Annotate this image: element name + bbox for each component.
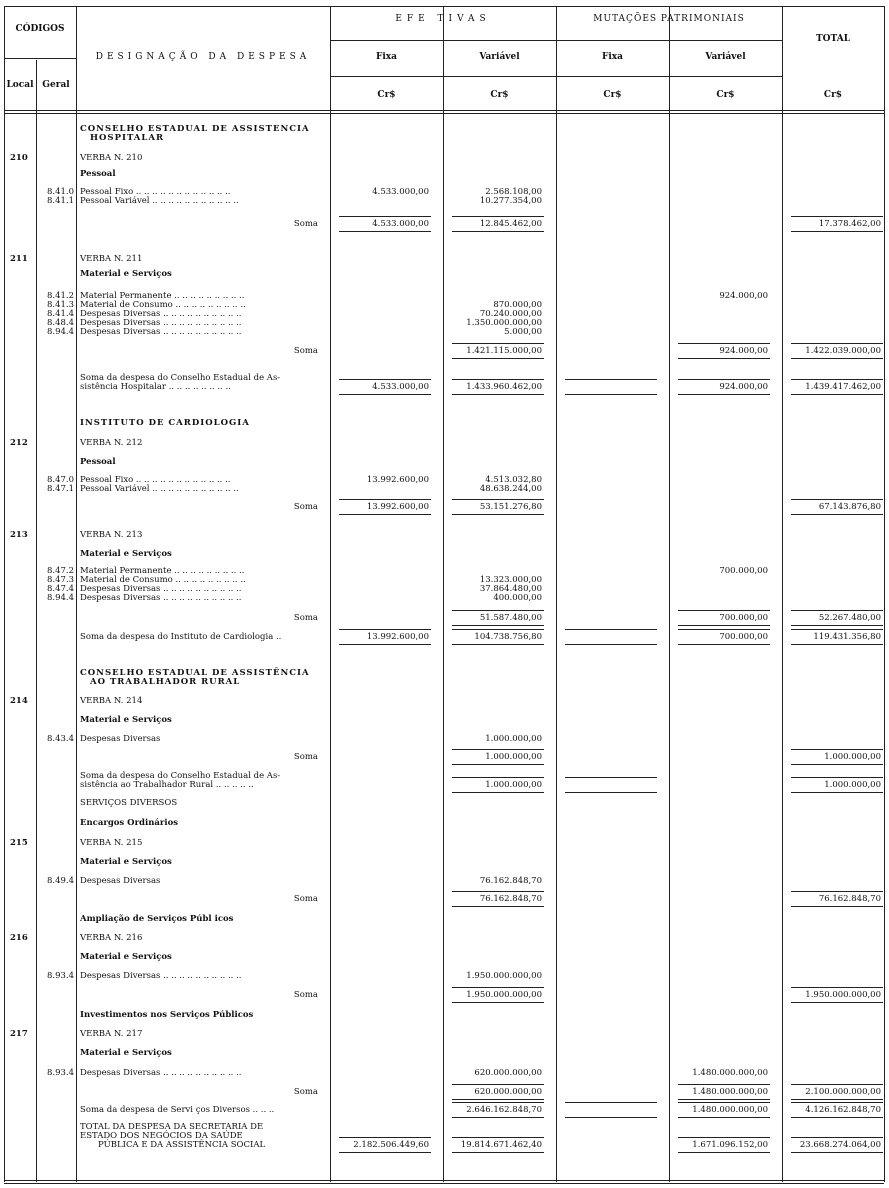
local-code: 212	[10, 438, 28, 448]
sum-rule	[791, 610, 883, 611]
row-description: Despesas Diversas	[80, 734, 161, 744]
col-rule-9	[884, 6, 885, 1182]
sum-rule	[452, 1152, 544, 1153]
row-description: Material de Consumo .. .. .. .. .. .. .. .. ..	[80, 575, 246, 585]
sum-rule	[791, 358, 883, 359]
row-description: Material e Serviços	[80, 549, 172, 559]
sum-rule	[791, 1102, 883, 1103]
col-rule-8	[782, 6, 783, 1182]
amount-mvar: 700.000,00	[719, 632, 768, 642]
sum-rule	[339, 514, 431, 515]
sum-rule	[565, 629, 657, 630]
sum-rule	[791, 343, 883, 344]
sum-rule	[791, 514, 883, 515]
row-description: Material e Serviços	[80, 952, 172, 962]
amount-total: 1.000.000,00	[824, 752, 881, 762]
sum-rule	[339, 379, 431, 380]
geral-code: 8.94.4	[46, 593, 74, 603]
header-fixa-2: Fixa	[601, 52, 623, 62]
amount-total: 2.100.000.000,00	[805, 1087, 881, 1097]
header-variavel-1: Variável	[479, 52, 520, 62]
sum-rule	[452, 231, 544, 232]
header-currency-1: Cr$	[377, 90, 396, 100]
amount-fixa: 2.182.506.449,60	[353, 1140, 429, 1150]
sum-rule	[452, 749, 544, 750]
sum-rule	[452, 891, 544, 892]
amount-var: 13.323.000,00	[479, 575, 542, 585]
geral-code: 8.41.1	[46, 196, 74, 206]
amount-var: 19.814.671.462,40	[460, 1140, 542, 1150]
amount-mvar: 924.000,00	[719, 346, 768, 356]
local-code: 214	[10, 696, 28, 706]
amount-var: 76.162.848,70	[479, 876, 542, 886]
sum-rule	[678, 1117, 770, 1118]
row-description-line-2: sistência ao Trabalhador Rural .. .. .. .. ..	[80, 780, 254, 790]
row-description: Soma da despesa do Conselho Estadual de As-	[80, 373, 281, 383]
row-description: CONSELHO ESTADUAL DE ASSISTÊNCIA	[80, 668, 310, 678]
geral-code: 8.41.3	[46, 300, 74, 310]
geral-code: 8.43.4	[46, 734, 74, 744]
sum-rule	[452, 1084, 544, 1085]
amount-total: 1.422.039.000,00	[805, 346, 881, 356]
header-group-rule	[330, 40, 782, 41]
col-rule-1	[4, 6, 5, 1182]
row-description: Material Permanente .. .. .. .. .. .. .. .. ..	[80, 566, 245, 576]
sum-rule	[339, 216, 431, 217]
amount-var: 2.568.108,00	[485, 187, 542, 197]
row-description: Despesas Diversas .. .. .. .. .. .. .. .. .. ..	[80, 593, 242, 603]
row-description: VERBA N. 217	[80, 1029, 143, 1039]
header-local: Local	[6, 80, 34, 90]
amount-mvar: 700.000,00	[719, 613, 768, 623]
row-description-line-3: PÚBLICA E DA ASSISTÊNCIA SOCIAL	[98, 1140, 266, 1150]
amount-var: 10.277.354,00	[479, 196, 542, 206]
sum-rule	[678, 358, 770, 359]
amount-var: 1.421.115.000,00	[466, 346, 542, 356]
row-description: Despesas Diversas .. .. .. .. .. .. .. .. .. ..	[80, 309, 242, 319]
sum-rule	[452, 906, 544, 907]
amount-total: 17.378.462,00	[818, 219, 881, 229]
amount-var: 4.513.032,80	[485, 475, 542, 485]
amount-var: 37.864.480,00	[479, 584, 542, 594]
row-description: Pessoal Fixo .. .. .. .. .. .. .. .. .. .. .. ..	[80, 475, 231, 485]
row-description: SERVIÇOS DIVERSOS	[80, 798, 178, 808]
sum-rule	[791, 394, 883, 395]
sum-rule	[791, 777, 883, 778]
row-description: Despesas Diversas .. .. .. .. .. .. .. .. .. ..	[80, 327, 242, 337]
row-description: Soma da despesa do Instituto de Cardiologia ..	[80, 632, 282, 642]
sum-rule	[791, 1152, 883, 1153]
sum-rule	[452, 1002, 544, 1003]
sum-rule	[452, 764, 544, 765]
sum-rule	[791, 1117, 883, 1118]
row-description: Soma da despesa de Servi ços Diversos .. .. ..	[80, 1105, 275, 1115]
row-description: VERBA N. 210	[80, 153, 143, 163]
page-bottom-rule	[4, 1180, 884, 1184]
amount-fixa: 13.992.600,00	[366, 502, 429, 512]
amount-total: 1.000.000,00	[824, 780, 881, 790]
sum-rule	[565, 792, 657, 793]
header-currency-3: Cr$	[603, 90, 622, 100]
sum-rule	[565, 777, 657, 778]
amount-mvar: 1.480.000.000,00	[692, 1087, 768, 1097]
row-description: Material e Serviços	[80, 1048, 172, 1058]
sum-rule	[339, 1137, 431, 1138]
amount-mvar: 1.671.096.152,00	[692, 1140, 768, 1150]
col-rule-3	[76, 6, 77, 1182]
amount-fixa: 4.533.000,00	[372, 382, 429, 392]
header-mutacoes: MUTAÇÕES PATRIMONIAIS	[593, 14, 745, 24]
col-rule-6	[556, 6, 557, 1182]
sum-rule	[678, 1099, 770, 1100]
amount-var: 870.000,00	[493, 300, 542, 310]
sum-rule	[339, 629, 431, 630]
amount-var: 12.845.462,00	[479, 219, 542, 229]
col-rule-7	[669, 6, 670, 1182]
row-description: Pessoal Fixo .. .. .. .. .. .. .. .. .. .. .. ..	[80, 187, 231, 197]
sum-rule	[791, 629, 883, 630]
row-description: Material e Serviços	[80, 715, 172, 725]
row-description: Despesas Diversas .. .. .. .. .. .. .. .. .. ..	[80, 1068, 242, 1078]
geral-code: 8.93.4	[46, 1068, 74, 1078]
sum-rule	[452, 1117, 544, 1118]
sum-rule	[678, 1084, 770, 1085]
sum-rule	[791, 379, 883, 380]
amount-total: 76.162.848,70	[818, 894, 881, 904]
amount-total: 67.143.876,80	[818, 502, 881, 512]
sum-rule	[791, 499, 883, 500]
row-description: Pessoal Variável .. .. .. .. .. .. .. .. .. .. ..	[80, 484, 239, 494]
geral-code: 8.47.2	[46, 566, 74, 576]
sum-rule	[452, 610, 544, 611]
sum-rule	[452, 379, 544, 380]
sum-rule	[791, 1137, 883, 1138]
row-description: Pessoal	[80, 457, 116, 467]
geral-code: 8.93.4	[46, 971, 74, 981]
header-total: TOTAL	[815, 34, 851, 44]
local-code: 211	[10, 254, 28, 264]
row-description: Despesas Diversas .. .. .. .. .. .. .. .. .. ..	[80, 584, 242, 594]
row-description: TOTAL DA DESPESA DA SECRETARIA DE	[80, 1122, 264, 1132]
amount-mvar: 1.480.000.000,00	[692, 1105, 768, 1115]
amount-fixa: 4.533.000,00	[372, 219, 429, 229]
row-description: VERBA N. 213	[80, 530, 143, 540]
row-description: VERBA N. 212	[80, 438, 143, 448]
sum-rule	[791, 1002, 883, 1003]
sum-rule	[678, 1152, 770, 1153]
amount-total: 1.439.417.462,00	[805, 382, 881, 392]
geral-code: 8.94.4	[46, 327, 74, 337]
amount-total: 119.431.356,80	[813, 632, 881, 642]
sum-rule	[452, 629, 544, 630]
sum-rule	[452, 514, 544, 515]
sum-rule	[452, 1099, 544, 1100]
amount-var: 1.000.000,00	[485, 752, 542, 762]
header-designacao: DESIGNAÇÃO DA DESPESA	[95, 52, 311, 62]
local-code: 216	[10, 933, 28, 943]
geral-code: 8.47.3	[46, 575, 74, 585]
header-top-rule	[4, 6, 884, 7]
sum-rule	[452, 987, 544, 988]
sum-rule	[339, 1152, 431, 1153]
row-description: Pessoal Variável .. .. .. .. .. .. .. .. .. .. ..	[80, 196, 239, 206]
sum-rule	[791, 625, 883, 626]
sum-rule	[565, 1117, 657, 1118]
amount-var: 104.738.756,80	[474, 632, 542, 642]
row-description: Soma	[293, 219, 318, 229]
row-description: VERBA N. 216	[80, 933, 143, 943]
row-description: Soma	[293, 1087, 318, 1097]
row-description: Soma	[293, 613, 318, 623]
geral-code: 8.41.0	[46, 187, 74, 197]
amount-mvar: 1.480.000.000,00	[692, 1068, 768, 1078]
sum-rule	[565, 1102, 657, 1103]
sum-rule	[565, 394, 657, 395]
row-description: Material e Serviços	[80, 269, 172, 279]
row-description: Despesas Diversas	[80, 876, 161, 886]
local-code: 213	[10, 530, 28, 540]
sum-rule	[339, 231, 431, 232]
row-description: VERBA N. 211	[80, 254, 143, 264]
amount-var: 76.162.848,70	[479, 894, 542, 904]
sum-rule	[678, 625, 770, 626]
row-description: Encargos Ordinários	[80, 818, 179, 828]
amount-var: 1.000.000,00	[485, 780, 542, 790]
amount-mvar: 700.000,00	[719, 566, 768, 576]
sum-rule	[791, 987, 883, 988]
row-description: Investimentos nos Serviços Públicos	[80, 1010, 254, 1020]
local-code: 215	[10, 838, 28, 848]
sum-rule	[678, 1102, 770, 1103]
col-rule-4	[330, 6, 331, 1182]
amount-var: 620.000.000,00	[474, 1068, 542, 1078]
sum-rule	[678, 343, 770, 344]
geral-code: 8.47.4	[46, 584, 74, 594]
amount-mvar: 924.000,00	[719, 382, 768, 392]
header-currency-5: Cr$	[823, 90, 843, 100]
amount-var: 53.151.276,80	[479, 502, 542, 512]
row-description: CONSELHO ESTADUAL DE ASSISTENCIA	[80, 124, 310, 134]
sum-rule	[678, 610, 770, 611]
row-description: Pessoal	[80, 169, 116, 179]
row-description: Despesas Diversas .. .. .. .. .. .. .. .. .. ..	[80, 971, 242, 981]
sum-rule	[791, 749, 883, 750]
amount-fixa: 4.533.000,00	[372, 187, 429, 197]
amount-total: 1.950.000.000,00	[805, 990, 881, 1000]
sum-rule	[452, 499, 544, 500]
sum-rule	[791, 231, 883, 232]
sum-rule	[791, 1099, 883, 1100]
sum-rule	[339, 499, 431, 500]
sum-rule	[678, 1137, 770, 1138]
sum-rule	[791, 792, 883, 793]
amount-var: 1.950.000.000,00	[466, 990, 542, 1000]
sum-rule	[565, 644, 657, 645]
sum-rule	[452, 1137, 544, 1138]
sum-rule	[452, 792, 544, 793]
amount-var: 1.000.000,00	[485, 734, 542, 744]
geral-code: 8.48.4	[46, 318, 74, 328]
sum-rule	[452, 216, 544, 217]
sum-rule	[452, 358, 544, 359]
amount-var: 1.950.000.000,00	[466, 971, 542, 981]
geral-code: 8.41.4	[46, 309, 74, 319]
header-codes-rule	[4, 58, 76, 59]
sum-rule	[452, 644, 544, 645]
local-code: 210	[10, 153, 28, 163]
header-codigos: CÓDIGOS	[15, 24, 65, 34]
sum-rule	[678, 629, 770, 630]
amount-var: 48.638.244,00	[479, 484, 542, 494]
amount-var: 2.646.162.848,70	[466, 1105, 542, 1115]
row-description: Material Permanente .. .. .. .. .. .. .. .. ..	[80, 291, 245, 301]
amount-fixa: 13.992.600,00	[366, 475, 429, 485]
row-description: Soma	[293, 502, 318, 512]
amount-var: 5.000,00	[504, 327, 542, 337]
geral-code: 8.47.1	[46, 484, 74, 494]
sum-rule	[678, 644, 770, 645]
row-description: Soma	[293, 752, 318, 762]
sum-rule	[452, 777, 544, 778]
row-description: VERBA N. 214	[80, 696, 143, 706]
sum-rule	[565, 379, 657, 380]
col-rule-5	[443, 6, 444, 1182]
amount-var: 400.000,00	[493, 593, 542, 603]
header-variavel-2: Variável	[705, 52, 746, 62]
sum-rule	[791, 1084, 883, 1085]
header-currency-4: Cr$	[716, 90, 735, 100]
header-fixa-1: Fixa	[375, 52, 397, 62]
amount-var: 1.350.000.000,00	[466, 318, 542, 328]
amount-var: 1.433.960.462,00	[466, 382, 542, 392]
amount-total: 4.126.162.848,70	[805, 1105, 881, 1115]
sum-rule	[791, 764, 883, 765]
row-description: Material de Consumo .. .. .. .. .. .. .. .. ..	[80, 300, 246, 310]
amount-total: 23.668.274.064,00	[799, 1140, 881, 1150]
header-currency-2: Cr$	[490, 90, 509, 100]
amount-fixa: 13.992.600,00	[366, 632, 429, 642]
row-description-line-2: ESTADO DOS NEGÓCIOS DA SAÚDE	[80, 1131, 243, 1141]
row-description-line-2: sistência Hospitalar .. .. .. .. .. .. .. ..	[80, 382, 231, 392]
amount-total: 52.267.480,00	[818, 613, 881, 623]
geral-code: 8.49.4	[46, 876, 74, 886]
row-description: Despesas Diversas .. .. .. .. .. .. .. .. .. ..	[80, 318, 242, 328]
row-description: Material e Serviços	[80, 857, 172, 867]
row-description: Ampliação de Serviços Públ icos	[80, 914, 234, 924]
sum-rule	[791, 906, 883, 907]
sum-rule	[452, 1102, 544, 1103]
sum-rule	[791, 216, 883, 217]
amount-mvar: 924.000,00	[719, 291, 768, 301]
row-description: INSTITUTO DE CARDIOLOGIA	[80, 418, 250, 428]
col-rule-2	[36, 60, 37, 1182]
sum-rule	[678, 394, 770, 395]
amount-var: 51.587.480,00	[479, 613, 542, 623]
row-description-line-2: HOSPITALAR	[90, 133, 165, 143]
sum-rule	[791, 891, 883, 892]
row-description: VERBA N. 215	[80, 838, 143, 848]
amount-var: 70.240.000,00	[479, 309, 542, 319]
header-sub-rule	[330, 76, 782, 77]
header-bottom-rule	[4, 110, 884, 114]
row-description: Soma	[293, 894, 318, 904]
row-description: Soma	[293, 990, 318, 1000]
sum-rule	[452, 625, 544, 626]
header-efetivas: EFE TIVAS	[395, 14, 491, 24]
geral-code: 8.47.0	[46, 475, 74, 485]
sum-rule	[452, 343, 544, 344]
geral-code: 8.41.2	[46, 291, 74, 301]
sum-rule	[339, 394, 431, 395]
header-geral: Geral	[42, 80, 70, 90]
sum-rule	[339, 644, 431, 645]
sum-rule	[791, 644, 883, 645]
sum-rule	[452, 394, 544, 395]
amount-var: 620.000.000,00	[474, 1087, 542, 1097]
row-description-line-2: AO TRABALHADOR RURAL	[90, 677, 241, 687]
sum-rule	[678, 379, 770, 380]
row-description: Soma	[293, 346, 318, 356]
row-description: Soma da despesa do Conselho Estadual de As-	[80, 771, 281, 781]
local-code: 217	[10, 1029, 28, 1039]
